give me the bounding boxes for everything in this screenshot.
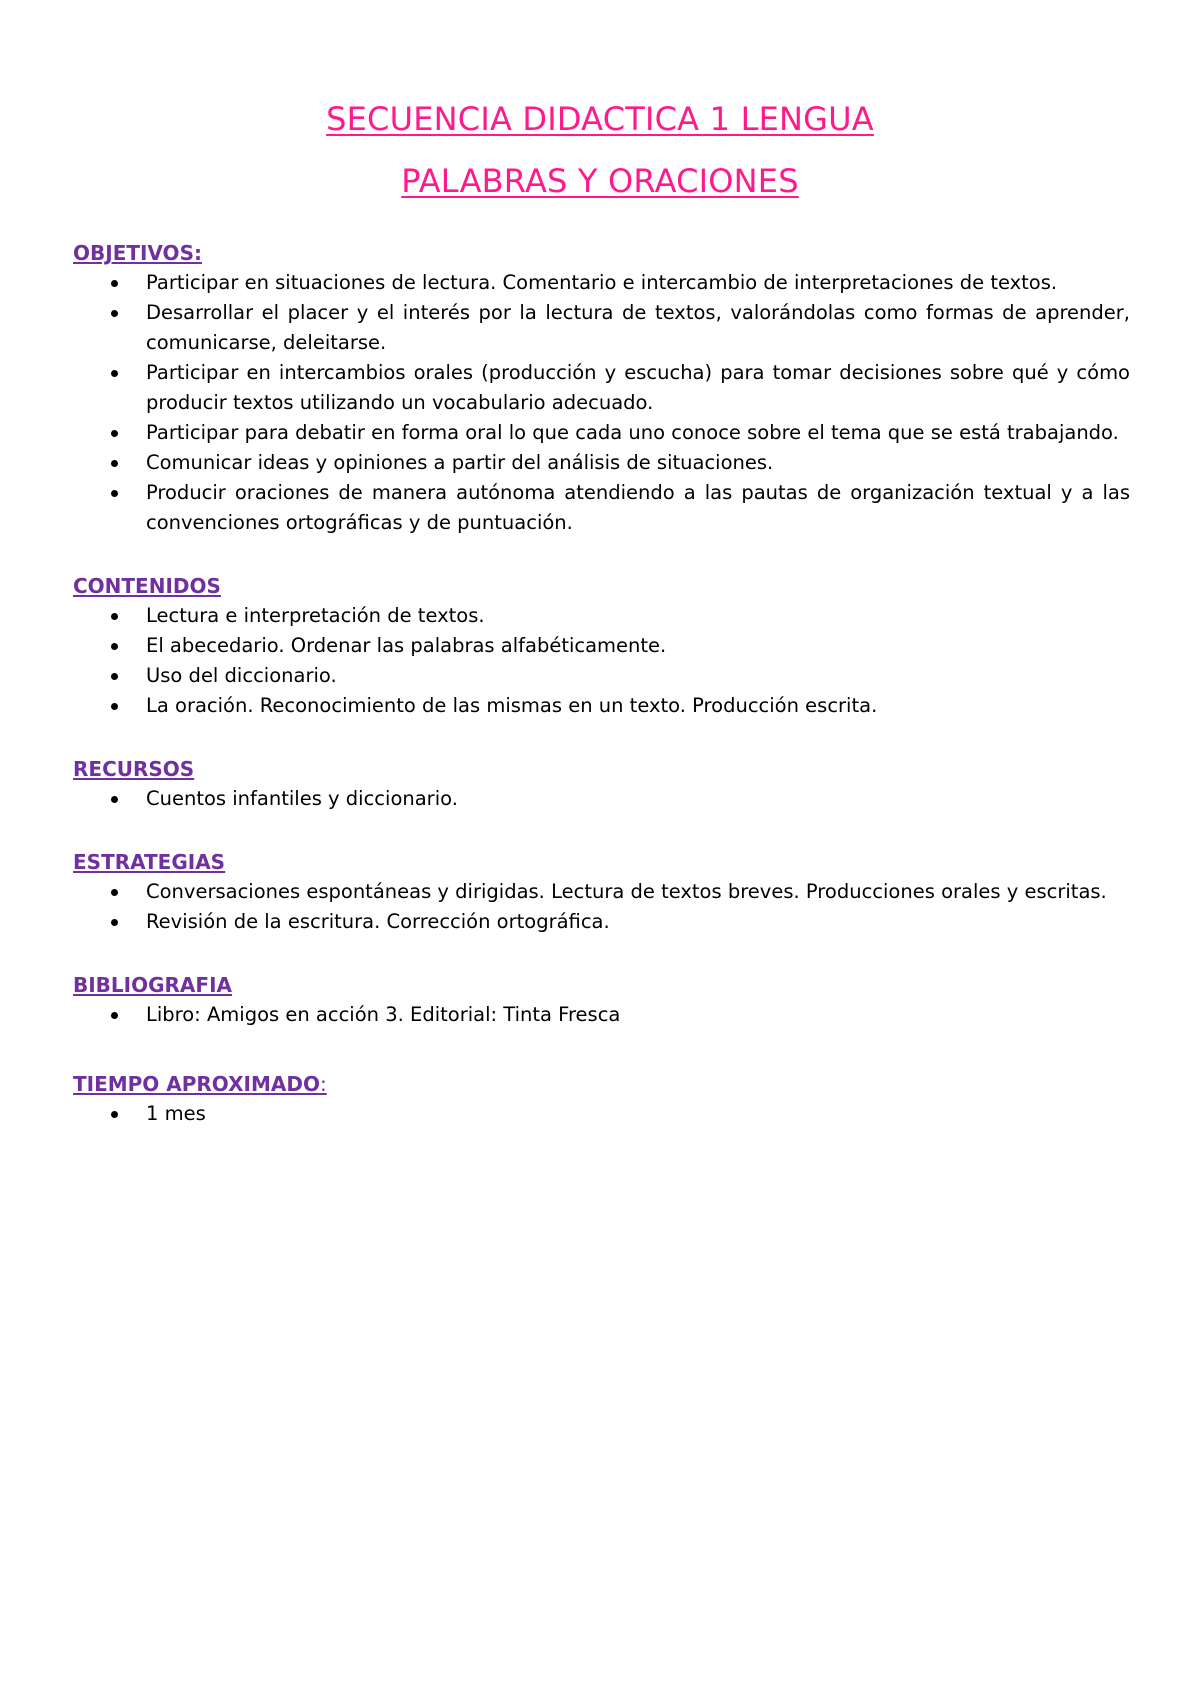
- list-item-text: Producir oraciones de manera autónoma atendiendo a las pautas de organización textual y a las convenciones ortográficas y de puntuación.: [146, 481, 1130, 534]
- bullet-icon: [111, 430, 118, 437]
- section-estrategias: [73, 847, 1130, 937]
- list-item-text: Revisión de la escritura. Corrección ortográfica.: [146, 910, 610, 933]
- section-bibliografia: [73, 970, 1130, 1030]
- bullet-icon: [111, 643, 118, 650]
- section-contenidos: [73, 571, 1130, 721]
- list-item: [73, 448, 1130, 478]
- list-item-text: La oración. Reconocimiento de las mismas en un texto. Producción escrita.: [146, 694, 878, 717]
- document-title: SECUENCIA DIDACTICA 1 LENGUA: [326, 100, 874, 138]
- bullet-list: [73, 784, 1130, 814]
- list-item: [73, 268, 1130, 298]
- list-item: [73, 298, 1130, 358]
- list-item: [73, 1099, 1130, 1129]
- list-item-text: Participar para debatir en forma oral lo que cada uno conoce sobre el tema que se está trabajando.: [146, 421, 1119, 444]
- bullet-icon: [111, 1111, 118, 1118]
- section-heading: OBJETIVOS:: [73, 241, 202, 265]
- bullet-icon: [111, 310, 118, 317]
- section-heading: [73, 1069, 1130, 1099]
- list-item: [73, 907, 1130, 937]
- bullet-icon: [111, 919, 118, 926]
- list-item-text: Cuentos infantiles y diccionario.: [146, 787, 458, 810]
- list-item: [73, 1000, 1130, 1030]
- bullet-list: [73, 877, 1130, 937]
- list-item-text: El abecedario. Ordenar las palabras alfabéticamente.: [146, 634, 667, 657]
- section-heading: CONTENIDOS: [73, 574, 221, 598]
- section-objetivos: [73, 238, 1130, 538]
- list-item-text: Participar en situaciones de lectura. Comentario e intercambio de interpretaciones de textos.: [146, 271, 1058, 294]
- section-heading-text: TIEMPO APROXIMADO: [73, 1072, 320, 1096]
- list-item: [73, 601, 1130, 631]
- bullet-icon: [111, 1012, 118, 1019]
- list-item: [73, 418, 1130, 448]
- bullet-list: [73, 601, 1130, 721]
- list-item-text: Libro: Amigos en acción 3. Editorial: Tinta Fresca: [146, 1003, 621, 1026]
- list-item-text: Desarrollar el placer y el interés por la lectura de textos, valorándolas como formas de aprender, comunicarse, deleitarse.: [146, 301, 1130, 354]
- section-heading: BIBLIOGRAFIA: [73, 973, 232, 997]
- bullet-icon: [111, 613, 118, 620]
- list-item: [73, 478, 1130, 538]
- section-recursos: [73, 754, 1130, 814]
- bullet-list: [73, 1099, 1130, 1129]
- bullet-icon: [111, 490, 118, 497]
- list-item-text: Comunicar ideas y opiniones a partir del análisis de situaciones.: [146, 451, 774, 474]
- list-item: [73, 631, 1130, 661]
- list-item-text: Conversaciones espontáneas y dirigidas. Lectura de textos breves. Producciones orales y escritas.: [146, 880, 1107, 903]
- bullet-list: [73, 268, 1130, 538]
- list-item: [73, 691, 1130, 721]
- bullet-icon: [111, 796, 118, 803]
- list-item-text: Uso del diccionario.: [146, 664, 337, 687]
- bullet-icon: [111, 280, 118, 287]
- section-heading: ESTRATEGIAS: [73, 850, 226, 874]
- bullet-icon: [111, 703, 118, 710]
- bullet-icon: [111, 460, 118, 467]
- bullet-icon: [111, 889, 118, 896]
- section-heading-colon: :: [319, 1072, 327, 1096]
- bullet-icon: [111, 673, 118, 680]
- list-item: [73, 784, 1130, 814]
- section-tiempo: [73, 1069, 1130, 1129]
- bullet-icon: [111, 370, 118, 377]
- bullet-list: [73, 1000, 1130, 1030]
- document-subtitle: PALABRAS Y ORACIONES: [401, 162, 799, 200]
- list-item-text: Lectura e interpretación de textos.: [146, 604, 485, 627]
- list-item-text: Participar en intercambios orales (producción y escucha) para tomar decisiones sobre qué y cómo producir textos utilizando un vocabulario adecuado.: [146, 361, 1130, 414]
- list-item-text: 1 mes: [146, 1102, 206, 1125]
- list-item: [73, 358, 1130, 418]
- section-heading: RECURSOS: [73, 757, 195, 781]
- list-item: [73, 661, 1130, 691]
- list-item: [73, 877, 1130, 907]
